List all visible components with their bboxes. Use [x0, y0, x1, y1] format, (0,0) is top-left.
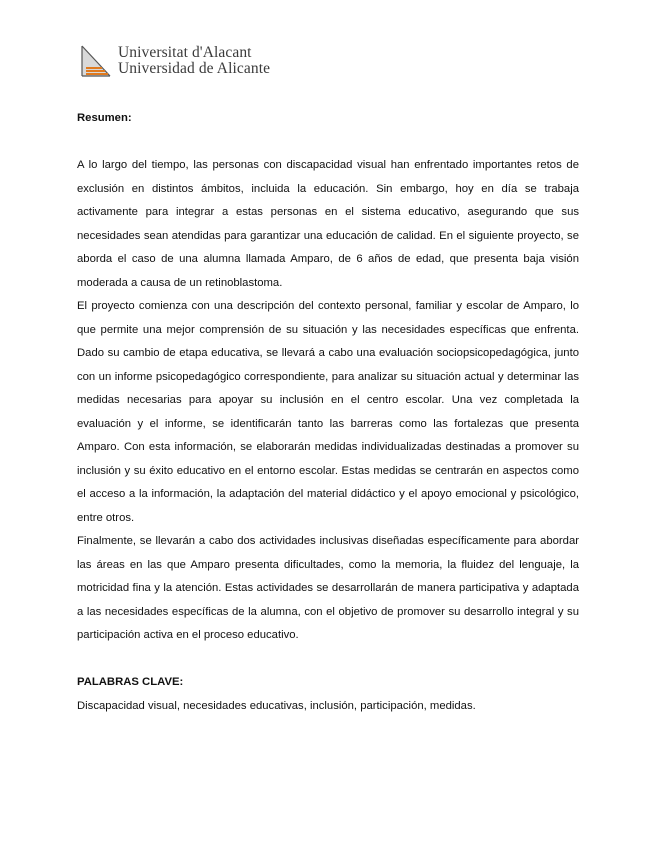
abstract-paragraph-2: El proyecto comienza con una descripción del contexto personal, familiar y escolar de Amparo, lo que permite una mejor comprensión de su situación y las necesidades específicas que enfrenta. Dado su cambio de etapa educativa, se llevará a cabo una evaluación sociopsicopedagógica, junto con un informe psicopedagógico correspondiente, para analizar su situación actual y determinar las medidas necesarias para apoyar su inclusión en el centro escolar. Una vez completada la evaluación y el informe, se identificarán tanto las barreras como las fortalezas que presenta Amparo. Con esta información, se elaborarán medidas individualizadas destinadas a promover su inclusión y su éxito educativo en el entorno escolar. Estas medidas se centrarán en aspectos como el acceso a la información, la adaptación del material didáctico y el apoyo emocional y psicológico, entre otros. — [77, 300, 579, 524]
page-header — [80, 44, 270, 84]
document-body — [77, 107, 579, 718]
abstract-paragraph-3: Finalmente, se llevarán a cabo dos actividades inclusivas diseñadas específicamente para abordar las áreas en las que Amparo presenta dificultades, como la memoria, la fluidez del lenguaje, la motricidad fina y la atención. Estas actividades se desarrollarán de manera participativa y adaptada a las necesidades específicas de la alumna, con el objetivo de promover su desarrollo integral y su participación activa en el proceso educativo. — [77, 535, 579, 641]
keywords-heading: PALABRAS CLAVE: — [77, 676, 184, 688]
university-names — [118, 44, 270, 77]
university-name-ca: Universitat d'Alacant — [118, 44, 252, 61]
university-logo-icon — [80, 44, 112, 78]
abstract-heading: Resumen: — [77, 112, 132, 124]
keywords-text: Discapacidad visual, necesidades educativas, inclusión, participación, medidas. — [77, 699, 476, 712]
university-name-es: Universidad de Alicante — [118, 60, 271, 77]
abstract-paragraph-1: A lo largo del tiempo, las personas con discapacidad visual han enfrentado importantes retos de exclusión en distintos ámbitos, incluida la educación. Sin embargo, hoy en día se trabaja activamente para integrar a estas personas en el sistema educativo, asegurando que sus necesidades sean atendidas para garantizar una educación de calidad. En el siguiente proyecto, se aborda el caso de una alumna llamada Amparo, de 6 años de edad, que presenta baja visión moderada a causa de un retinoblastoma. — [77, 159, 579, 289]
